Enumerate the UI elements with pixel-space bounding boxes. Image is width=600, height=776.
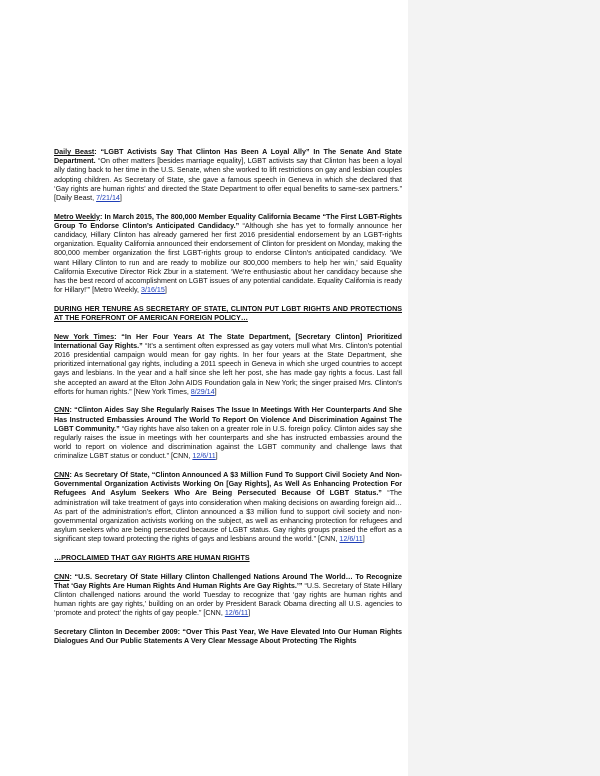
entry-body: “On other matters [besides marriage equality], LGBT activists say that Clinton has been a loyal ally dating back to her time in the U.S. Senate, when she worked to lift restrictions on gay and lesbian couples adopting children. As Secretary of State, she gave a famous speech in Geneva in which she declared that ‘Gay rights are human rights’ and directed the State Department to offer equal benefits to same-sex partners.” [Daily Beast, [54,157,402,203]
section-heading-human-rights: …PROCLAIMED THAT GAY RIGHTS ARE HUMAN RIGHTS [54,554,250,563]
entry-cnn-aides: CNN: “Clinton Aides Say She Regularly Raises The Issue In Meetings With Her Counterparts And She Has Instructed Embassies Around The World To Report On Violence And Discrimination Against The LGBT Community.” “Gay rights have also taken on a greater role in U.S. foreign policy. Clinton aides say she regularly raises the issue in meetings with her counterparts and she has instructed embassies around the world to report on violence and discrimination against the LGBT community and challenge laws that criminalize LGBT status or conduct.” [CNN, 12/6/11] [54,406,402,461]
entry-headline: As Secretary Of State, “Clinton Announced A $3 Million Fund To Support Civil Society And Non-Governmental Organization Activists Working On [Gay Rights], As Well As Enhancing Protection For Refugees And Asylum Seekers Who Are Being Persecuted Because Of LGBT Status.” [54,471,402,498]
entry-headline: “In Her Four Years At The State Department, [Secretary Clinton] Prioritized International Gay Rights.” [54,332,403,350]
citation-link[interactable]: 12/6/11 [192,452,216,461]
entry-body: “It’s a sentiment often expressed as gay voters mull what Mrs. Clinton’s potential 2016 presidential campaign would mean for gay rights. In her four years at the State Department, she prioritized international gay rights, including a 2011 speech in Geneva in which she urged countries to accept gays and lesbians. In the year and a half since she left her post, she has made gay rights a focus. Last fall she accepted an award at the Elton John AIDS Foundation gala in New York; the singer praised Mrs. Clinton’s efforts for human rights.” [New York Times, [54,341,402,396]
entry-daily-beast: Daily Beast: “LGBT Activists Say That Clinton Has Been A Loyal Ally” In The Senate And State Department. “On other matters [besides marriage equality], LGBT activists say that Clinton has been a loyal ally dating back to her time in the U.S. Senate, when she worked to lift restrictions on gay and lesbian couples adopting children. As Secretary of State, she gave a famous speech in Geneva in which she declared that ‘Gay rights are human rights’ and directed the State Department to offer equal benefits to same-sex partners.” [Daily Beast, 7/21/14] [54,148,402,203]
entry-body: “Gay rights have also taken on a greater role in U.S. foreign policy. Clinton aides say she regularly raises the issue in meetings with her counterparts and she has instructed embassies around the world to report on violence and discrimination against the LGBT community and challenge laws that criminalize LGBT status or conduct.” [CNN, [54,424,402,461]
entry-body: “Although she has yet to formally announce her candidacy, Hillary Clinton has already garnered her first 2016 presidential endorsement by an LGBT-rights organization. Equality California announced their endorsement of Clinton for president on Monday, making the 800,000 member organization the first LGBT-rights group to endorse Clinton’s anticipated candidacy. ‘We want Hillary Clinton to run and are ready to mobilize our 800,000 members to help her win,’ said Equality California Executive Director Rick Zbur in a statement. ‘We’re enthusiastic about her candidacy because she has the best record of accomplishment on LGBT issues of any potential candidate. Equality California is ready for Hillary!’” [Metro Weekly, [54,221,402,295]
citation-link[interactable]: 12/6/11 [224,609,249,618]
comment-margin-panel [408,0,600,776]
citation-link[interactable]: 8/29/14 [190,387,215,396]
entry-headline: “U.S. Secretary Of State Hillary Clinton Challenged Nations Around The World… To Recognize That ‘Gay Rights Are Human Rights And Human Rights Are Gay Rights.’” [54,572,402,590]
final-headline: Secretary Clinton In December 2009: “Over This Past Year, We Have Elevated Into Our Human Rights Dialogues And Our Public Statements A Very Clear Message About Protecting The Rights [54,628,402,646]
citation-link[interactable]: 12/6/11 [339,535,363,544]
entry-cnn-fund: CNN: As Secretary Of State, “Clinton Announced A $3 Million Fund To Support Civil Society And Non-Governmental Organization Activists Working On [Gay Rights], As Well As Enhancing Protection For Refugees And Asylum Seekers Who Are Being Persecuted Because Of LGBT Status.” “The administration will take treatment of gays into consideration when making decisions on awarding foreign aid…As part of the administration’s effort, Clinton announced a $3 million fund to support civil society and non-governmental organization activists working on the subject, as well as enhancing protection for refugees and asylum seekers who are being persecuted because of LGBT status. Gay rights groups praised the effort as a significant step toward protecting the rights of gays and lesbians around the world.” [CNN, 12/6/11] [54,471,402,544]
entry-source: Daily Beast [54,148,95,156]
entry-source: Metro Weekly [54,212,100,221]
citation-link[interactable]: 7/21/14 [96,194,120,203]
entry-metro-weekly: Metro Weekly: In March 2015, The 800,000 Member Equality California Became “The First LGBT-Rights Group To Endorse Clinton’s Anticipated Candidacy.” “Although she has yet to formally announce her candidacy, Hillary Clinton has already garnered her first 2016 presidential endorsement by an LGBT-rights organization. Equality California announced their endorsement of Clinton for president on Monday, making the 800,000 member organization the first LGBT-rights group to endorse Clinton’s anticipated candidacy. ‘We want Hillary Clinton to run and are ready to mobilize our 800,000 members to help her win,’ said Equality California Executive Director Rick Zbur in a statement. ‘We’re enthusiastic about her candidacy because she has the best record of accomplishment on LGBT issues of any potential candidate. Equality California is ready for Hillary!’” [Metro Weekly, 3/16/15] [54,212,402,295]
entry-source: CNN [54,406,70,415]
section-heading-tenure: DURING HER TENURE AS SECRETARY OF STATE, CLINTON PUT LGBT RIGHTS AND PROTECTIONS AT THE FOREFRONT OF AMERICAN FOREIGN POLICY… [54,304,402,323]
entry-source: CNN [54,471,70,480]
entry-source: New York Times [54,332,115,341]
entry-headline: In March 2015, The 800,000 Member Equality California Became “The First LGBT-Rights Group To Endorse Clinton’s Anticipated Candidacy.” [54,212,402,230]
entry-cnn-challenge: CNN: “U.S. Secretary Of State Hillary Clinton Challenged Nations Around The World… To Recognize That ‘Gay Rights Are Human Rights And Human Rights Are Gay Rights.’” “U.S. Secretary of State Hillary Clinton challenged nations around the world Tuesday to recognize that ‘gay rights are human rights and human rights are gay rights,’ building on an order by President Barack Obama directing all U.S. agencies to ‘promote and protect’ the rights of gay people.” [CNN, 12/6/11] [54,572,402,618]
entry-headline: “LGBT Activists Say That Clinton Has Been A Loyal Ally” In The Senate And State Department. [54,148,402,166]
entry-body: “The administration will take treatment of gays into consideration when making decisions on awarding foreign aid…As part of the administration’s effort, Clinton announced a $3 million fund to support civil society and non-governmental organization activists working on the subject, as well as enhancing protection for refugees and asylum seekers who are being persecuted because of LGBT status. Gay rights groups praised the effort as a significant step toward protecting the rights of gays and lesbians around the world.” [CNN, [54,489,402,544]
entry-source: CNN [54,572,70,581]
entry-new-york-times: New York Times: “In Her Four Years At The State Department, [Secretary Clinton] Prioritized International Gay Rights.” “It’s a sentiment often expressed as gay voters mull what Mrs. Clinton’s potential 2016 presidential campaign would mean for gay rights. In her four years at the State Department, she prioritized international gay rights, including a 2011 speech in Geneva in which she urged countries to accept gays and lesbians. In the year and a half since she left her post, she has made gay rights a focus. Last fall she accepted an award at the Elton John AIDS Foundation gala in New York; the singer praised Mrs. Clinton’s efforts for human rights.” [New York Times, 8/29/14] [54,332,403,396]
citation-link[interactable]: 3/16/15 [141,286,165,295]
document-body [54,148,402,656]
entry-body: “U.S. Secretary of State Hillary Clinton challenged nations around the world Tuesday to recognize that ‘gay rights are human rights and human rights are gay rights,’ building on an order by President Barack Obama directing all U.S. agencies to ‘promote and protect’ the rights of gay people.” [CNN, [54,581,402,618]
entry-headline: “Clinton Aides Say She Regularly Raises The Issue In Meetings With Her Counterparts And She Has Instructed Embassies Around The World To Report On Violence And Discrimination Against The LGBT Community.” [54,406,402,433]
